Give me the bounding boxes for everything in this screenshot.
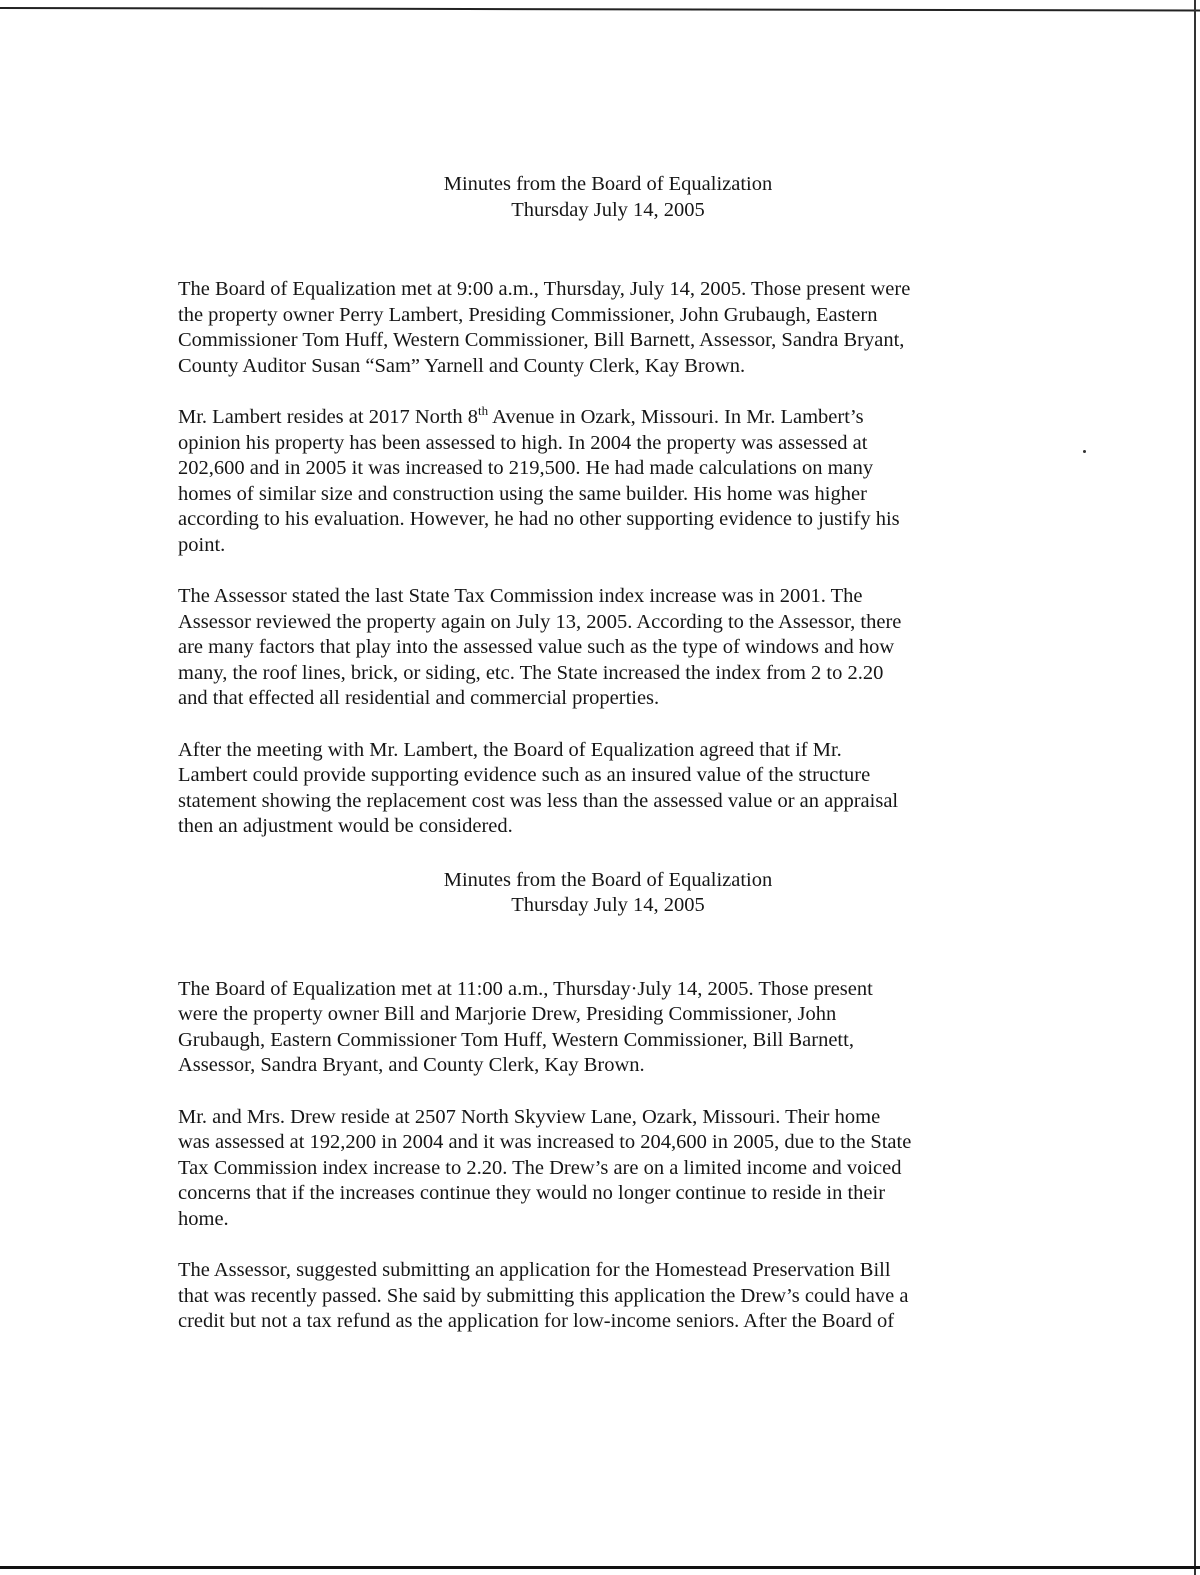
paragraph-assessor-1 <box>178 584 1038 712</box>
text-line: 202,600 and in 2005 it was increased to 219,500. He had made calculations on many <box>178 457 874 479</box>
text-line <box>178 405 1038 431</box>
ordinal-suffix: th <box>478 403 489 419</box>
text-line: credit but not a tax refund as the application for low-income seniors. After the Board of <box>178 1310 895 1332</box>
paragraph-owner-1 <box>178 405 1038 558</box>
text-line: statement showing the replacement cost was less than the assessed value or an appraisal <box>178 789 899 812</box>
text-fragment: Avenue in Ozark, Missouri. In Mr. Lambert’s <box>488 406 864 428</box>
paragraph-owner-2 <box>178 1105 1038 1233</box>
minutes-date: Thursday July 14, 2005 <box>511 198 705 221</box>
text-line: County Auditor Susan “Sam” Yarnell and County Clerk, Kay Brown. <box>178 354 746 377</box>
text-fragment: Mr. Lambert resides at 2017 North 8 <box>178 406 479 428</box>
document-body <box>178 172 1038 1335</box>
text-line: point. <box>178 533 226 556</box>
scan-speck <box>1083 450 1086 453</box>
text-line: and that effected all residential and commercial properties. <box>178 687 660 709</box>
text-line: The Board of Equalization met at 9:00 a.m., Thursday, July 14, 2005. Those present were <box>178 278 911 300</box>
paragraph-assessor-2 <box>178 1258 1038 1335</box>
text-line: Lambert could provide supporting evidence such as an insured value of the structure <box>178 764 871 786</box>
text-line: according to his evaluation. However, he had no other supporting evidence to justify his <box>178 508 900 530</box>
minutes-heading-2 <box>178 868 1038 919</box>
paragraph-decision-1 <box>178 738 1038 840</box>
text-line: The Assessor stated the last State Tax Commission index increase was in 2001. The <box>178 585 863 607</box>
scan-top-edge <box>0 0 1200 12</box>
text-line: was assessed at 192,200 in 2004 and it was increased to 204,600 in 2005, due to the State <box>178 1131 912 1153</box>
text-line: Mr. and Mrs. Drew reside at 2507 North Skyview Lane, Ozark, Missouri. Their home <box>178 1105 881 1128</box>
text-line: The Assessor, suggested submitting an application for the Homestead Preservation Bill <box>178 1259 891 1281</box>
scan-bottom-edge <box>0 1566 1200 1569</box>
text-line: that was recently passed. She said by submitting this application the Drew’s could have a <box>178 1284 909 1307</box>
text-line: The Board of Equalization met at 11:00 a.m., Thursday·July 14, 2005. Those present <box>178 977 873 1000</box>
text-line: then an adjustment would be considered. <box>178 815 513 837</box>
text-line: concerns that if the increases continue they would no longer continue to reside in their <box>178 1182 886 1204</box>
text-line: Assessor, Sandra Bryant, and County Clerk, Kay Brown. <box>178 1054 645 1076</box>
text-line: Tax Commission index increase to 2.20. The Drew’s are on a limited income and voiced <box>178 1156 902 1179</box>
minutes-title: Minutes from the Board of Equalization <box>443 173 773 195</box>
minutes-title: Minutes from the Board of Equalization <box>443 868 773 891</box>
text-line: Assessor reviewed the property again on July 13, 2005. According to the Assessor, there <box>178 610 902 633</box>
text-line: the property owner Perry Lambert, Presiding Commissioner, John Grubaugh, Eastern <box>178 303 878 326</box>
scan-right-edge <box>1194 0 1196 1575</box>
text-line: were the property owner Bill and Marjorie Drew, Presiding Commissioner, John <box>178 1003 837 1025</box>
text-line: After the meeting with Mr. Lambert, the Board of Equalization agreed that if Mr. <box>178 738 842 761</box>
minutes-heading-1 <box>178 172 1038 223</box>
text-line: Commissioner Tom Huff, Western Commissioner, Bill Barnett, Assessor, Sandra Bryant, <box>178 329 905 351</box>
text-line: homes of similar size and construction using the same builder. His home was higher <box>178 482 867 505</box>
minutes-date: Thursday July 14, 2005 <box>511 894 705 916</box>
paragraph-attendance-2 <box>178 977 1038 1079</box>
text-line: opinion his property has been assessed to high. In 2004 the property was assessed at <box>178 431 868 454</box>
text-line: Grubaugh, Eastern Commissioner Tom Huff, Western Commissioner, Bill Barnett, <box>178 1028 854 1051</box>
text-line: are many factors that play into the assessed value such as the type of windows and how <box>178 636 895 658</box>
text-line: home. <box>178 1207 229 1230</box>
paragraph-attendance-1 <box>178 277 1038 379</box>
text-line: many, the roof lines, brick, or siding, etc. The State increased the index from 2 to 2.20 <box>178 661 884 684</box>
